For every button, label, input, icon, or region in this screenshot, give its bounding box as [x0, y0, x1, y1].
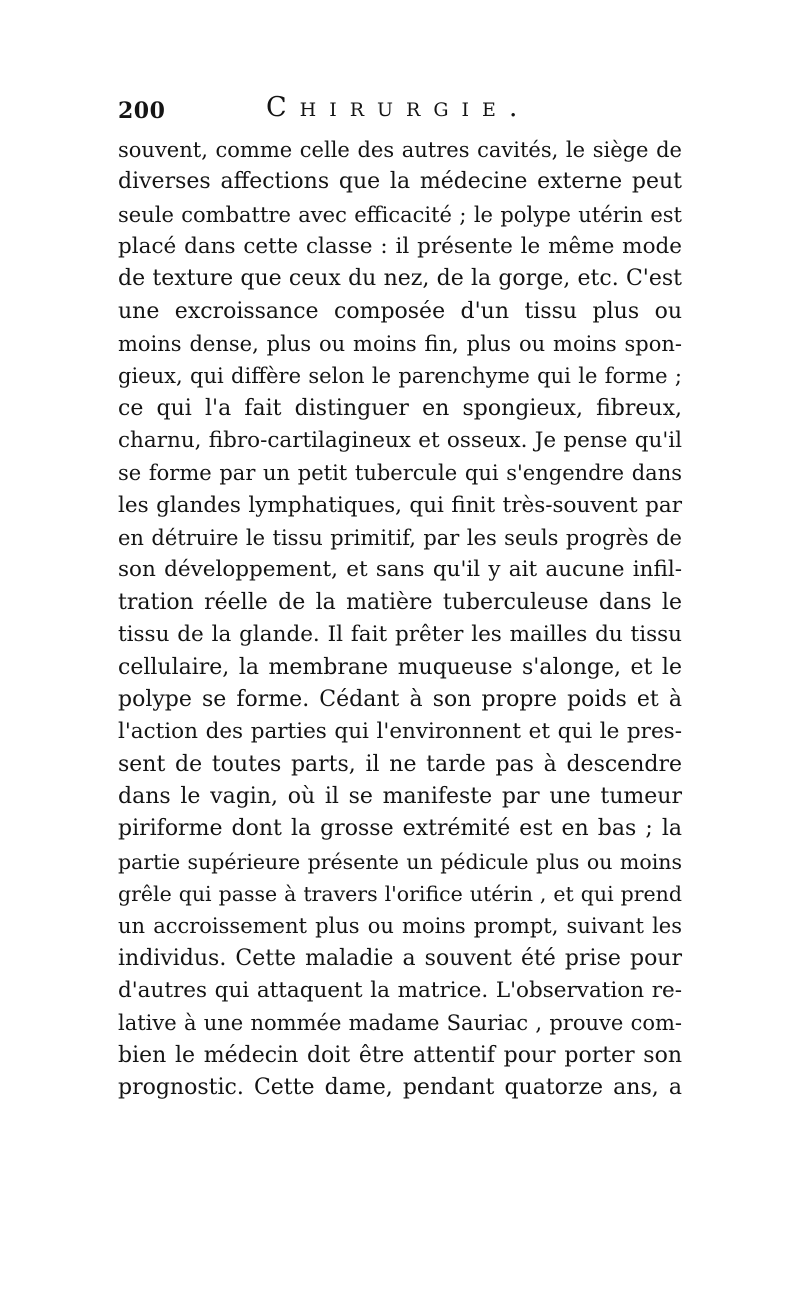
text-line: sent de toutes parts, il ne tarde pas à descendre	[118, 751, 682, 777]
text-line: piriforme dont la grosse extrémité est en bas ; la	[118, 816, 682, 842]
text-line: seule combattre avec efficacité ; le polype utérin est	[118, 202, 682, 227]
text-line: une excroissance composée d'un tissu plus ou	[118, 298, 682, 324]
text-line: l'action des parties qui l'environnent et qui le pres-	[118, 719, 682, 745]
text-line: partie supérieure présente un pédicule plus ou moins	[118, 849, 682, 874]
text-line: charnu, fibro-cartilagineux et osseux. Je pense qu'il	[118, 428, 682, 454]
text-line: se forme par un petit tubercule qui s'engendre dans	[118, 461, 682, 486]
text-line: lative à une nommée madame Sauriac , prouve com-	[118, 1011, 682, 1036]
text-line: un accroissement plus ou moins prompt, suivant les	[118, 914, 682, 939]
text-line: moins dense, plus ou moins fin, plus ou moins spon-	[118, 332, 682, 357]
text-line: gieux, qui diffère selon le parenchyme qui le forme ;	[118, 364, 682, 389]
text-line: en détruire le tissu primitif, par les seuls progrès de	[118, 526, 682, 551]
text-line: individus. Cette maladie a souvent été prise pour	[118, 945, 682, 971]
page-header	[118, 92, 682, 132]
text-line: cellulaire, la membrane muqueuse s'alonge, et le	[118, 654, 682, 680]
text-line: d'autres qui attaquent la matrice. L'observation re-	[118, 977, 682, 1003]
text-line: diverses affections que la médecine externe peut	[118, 169, 682, 195]
text-line: prognostic. Cette dame, pendant quatorze ans, a	[118, 1074, 682, 1100]
body-text	[118, 134, 682, 1104]
text-line: dans le vagin, où il se manifeste par une tumeur	[118, 783, 682, 809]
text-line: polype se forme. Cédant à son propre poids et à	[118, 686, 682, 712]
text-line: tissu de la glande. Il fait prêter les mailles du tissu	[118, 622, 682, 648]
text-line: les glandes lymphatiques, qui finit très-souvent par	[118, 492, 682, 518]
text-line: de texture que ceux du nez, de la gorge, etc. C'est	[118, 266, 682, 292]
text-line: bien le médecin doit être attentif pour porter son	[118, 1042, 682, 1068]
running-head: Chirurgie.	[266, 92, 531, 123]
text-line: placé dans cette classe : il présente le même mode	[118, 234, 682, 260]
text-line: souvent, comme celle des autres cavités, le siège de	[118, 138, 682, 162]
text-line: ce qui l'a fait distinguer en spongieux, fibreux,	[118, 395, 682, 421]
text-line: son développement, et sans qu'il y ait aucune infil-	[118, 557, 682, 583]
text-line: tration réelle de la matière tuberculeuse dans le	[118, 589, 682, 615]
page-number: 200	[118, 98, 166, 124]
text-line: grêle qui passe à travers l'orifice utérin , et qui prend	[118, 881, 682, 906]
